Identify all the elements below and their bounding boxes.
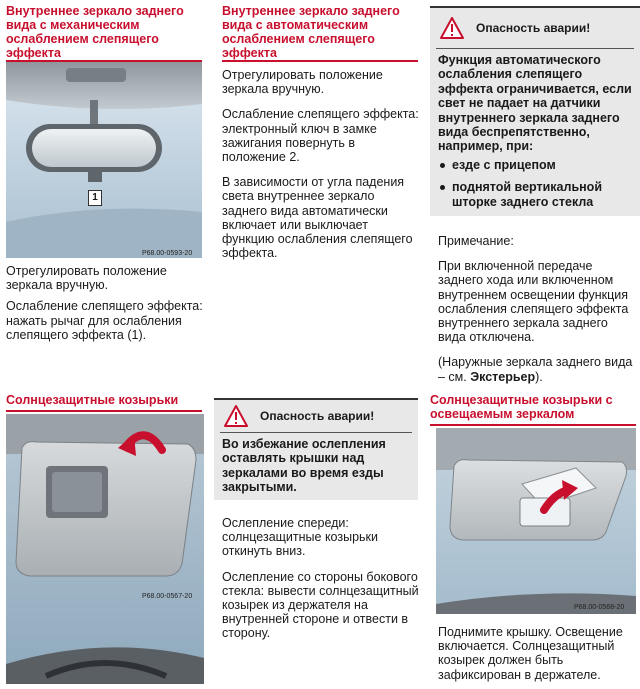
warning-box (214, 398, 418, 500)
warning-header (430, 8, 640, 48)
col2b-text (222, 516, 420, 648)
divider (222, 60, 418, 62)
ref-suffix: ). (535, 369, 543, 384)
paragraph: Поднимите крышку. Освещение включается. Солнцезащитный козырек должен быть зафиксирован в держателе. (438, 625, 623, 682)
divider (6, 410, 202, 412)
list-item: езде с прицепом (438, 158, 632, 172)
warning-header (214, 400, 418, 432)
col1-text (6, 264, 206, 349)
illuminated-visor-photo (436, 428, 636, 614)
paragraph: Отрегулировать положение зеркала вручную. (6, 264, 167, 293)
note-text: При включенной передаче заднего хода или включенном внутреннем освещении функция ослабления слепящего эффекта внутреннего зеркала заднего вида отключена. (438, 259, 629, 345)
warning-triangle-icon (224, 405, 248, 427)
warning-title: Опасность аварии! (476, 21, 591, 35)
paragraph: Ослабление слепящего эффекта: электронный ключ в замке зажигания повернуть в положение 2. (222, 107, 419, 165)
warning-title: Опасность аварии! (260, 409, 375, 423)
illuminated-visor-title: Солнцезащитные козырьки с освещаемым зеркалом (430, 393, 613, 421)
warning-list (438, 158, 632, 209)
exterior-reference (438, 355, 638, 383)
mech-mirror-title: Внутреннее зеркало заднего вида с механическим ослаблением слепящего эффекта (6, 4, 184, 60)
warning-triangle-icon (440, 17, 464, 39)
note-label: Примечание: (438, 234, 514, 248)
paragraph: Ослепление со стороны бокового стекла: вывести солнцезащитный козырек из держателя на внутренней стороне и отвести в сторону. (222, 569, 419, 641)
callout-label: 1 (88, 190, 102, 206)
warning-box (430, 6, 640, 216)
paragraph: Ослепление спереди: солнцезащитные козырьки откинуть вниз. (222, 516, 378, 559)
warning-body (430, 49, 640, 221)
paragraph: Ослабление слепящего эффекта: (6, 299, 203, 314)
warning-text: Во избежание ослепления оставлять крышки над зеркалами во время езды закрытыми. (222, 437, 386, 495)
divider (430, 424, 636, 426)
mirror-illustration (6, 62, 202, 258)
sunvisor-photo (6, 414, 204, 684)
paragraph: В зависимости от угла падения света внутреннее зеркало заднего вида автоматически включает или выключает функцию ослабления слепящего эффекта. (222, 175, 413, 261)
auto-mirror-title: Внутреннее зеркало заднего вида с автоматическим ослаблением слепящего эффекта (222, 4, 400, 60)
col2-text (222, 68, 420, 267)
paragraph: нажать рычаг для ослабления слепящего эффекта (1). (6, 313, 182, 342)
image-code: P68.00-0593-20 (142, 250, 193, 257)
col3b-text (438, 625, 638, 689)
mirror-photo (6, 62, 202, 258)
illuminated-visor-illustration (436, 428, 636, 614)
image-code: P68.00-0567-20 (142, 593, 193, 600)
note-block (438, 234, 638, 391)
exterior-link[interactable]: Экстерьер (470, 369, 536, 384)
warning-text: Функция автоматического ослабления слепящего эффекта ограничивается, если свет не падает на датчики внутреннего зеркала заднего вида беспрепятственно, например, при: (438, 53, 632, 154)
paragraph: Отрегулировать положение зеркала вручную. (222, 68, 383, 97)
list-item: поднятой вертикальной шторке заднего стекла (438, 180, 632, 209)
image-code: P68.00-0568-20 (574, 604, 625, 611)
sunvisor-illustration (6, 414, 204, 684)
ref-prefix: (Наружные зеркала заднего вида – см. (438, 355, 633, 384)
sunvisor-title: Солнцезащитные козырьки (6, 393, 179, 407)
